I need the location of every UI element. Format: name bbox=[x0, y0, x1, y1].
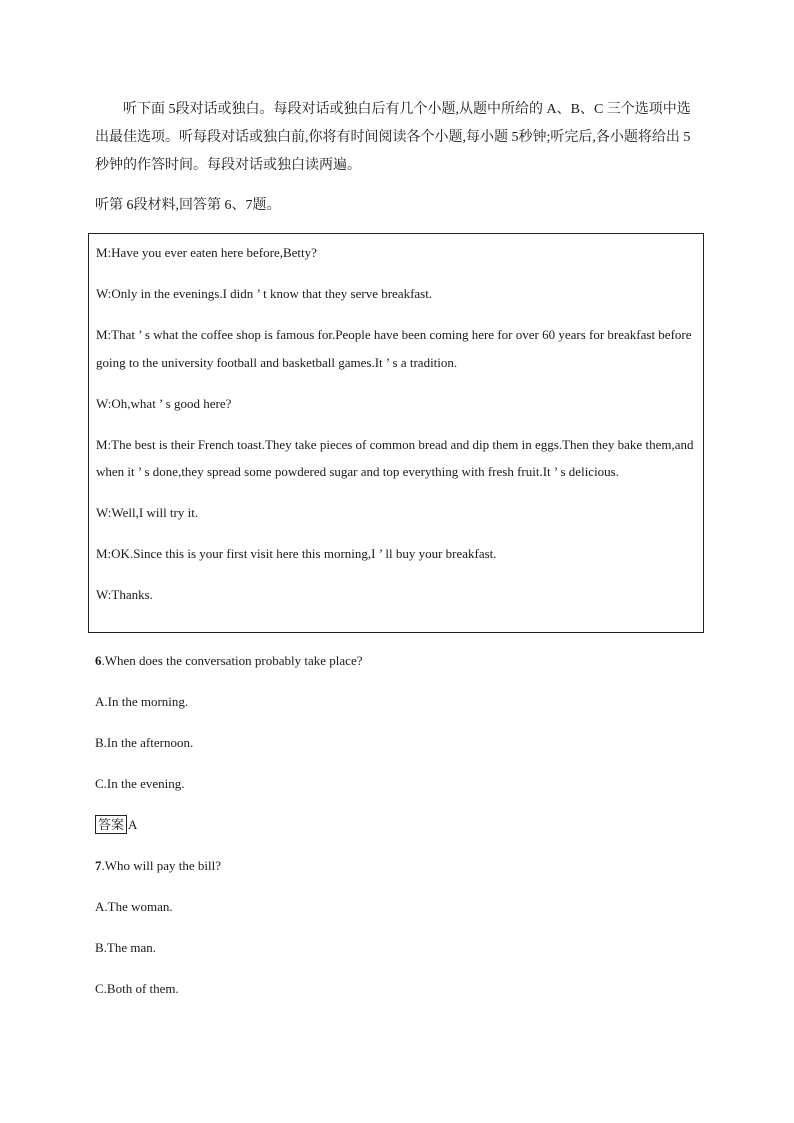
answer-value: A bbox=[128, 817, 138, 832]
question-stem bbox=[95, 651, 362, 671]
transcript-line: W:Well,I will try it. bbox=[96, 505, 199, 520]
option-c: C.Both of them. bbox=[95, 981, 179, 996]
answer-line bbox=[95, 815, 137, 835]
instructions-text: 听下面 5段对话或独白。每段对话或独白后有几个小题,从题中所给的 A、B、C 三个选项中选出最佳选项。听每段对话或独白前,你将有时间阅读各个小题,每小题 5秒钟;听完后,各小题将给出 5秒钟的作答时间。每段对话或独白读两遍。 bbox=[95, 102, 691, 173]
transcript-box bbox=[88, 233, 704, 633]
option-a: A.In the morning. bbox=[95, 694, 189, 709]
transcript-line: M:That ’ s what the coffee shop is famous for.People have been coming here for over 60 years for breakfast before going to the university football and basketball games.It ’ s a tradition. bbox=[96, 327, 692, 370]
question-stem bbox=[95, 856, 221, 876]
option-c: C.In the evening. bbox=[95, 776, 185, 791]
option-a: A.The woman. bbox=[95, 899, 173, 914]
question-text: .When does the conversation probably take place? bbox=[101, 653, 363, 668]
option-b: B.The man. bbox=[95, 940, 157, 955]
answer-label: 答案 bbox=[95, 815, 127, 834]
transcript-line: M:OK.Since this is your first visit here this morning,I ’ ll buy your breakfast. bbox=[96, 546, 497, 561]
transcript-line: M:The best is their French toast.They take pieces of common bread and dip them in eggs.Then they bake them,and when it ’ s done,they spread some powdered sugar and top everything with fresh fruit.It ’ s delicious. bbox=[96, 436, 694, 479]
section-heading: 听第 6段材料,回答第 6、7题。 bbox=[95, 198, 281, 213]
question-text: .Who will pay the bill? bbox=[101, 858, 222, 873]
instructions-paragraph bbox=[95, 96, 695, 180]
option-b: B.In the afternoon. bbox=[95, 735, 194, 750]
question-number: 6 bbox=[95, 653, 102, 668]
transcript-line: W:Oh,what ’ s good here? bbox=[96, 395, 232, 411]
transcript-line: W:Only in the evenings.I didn ’ t know that they serve breakfast. bbox=[96, 286, 433, 301]
transcript-line: M:Have you ever eaten here before,Betty? bbox=[96, 245, 317, 260]
question-number: 7 bbox=[95, 858, 102, 873]
transcript-line: W:Thanks. bbox=[96, 587, 153, 602]
